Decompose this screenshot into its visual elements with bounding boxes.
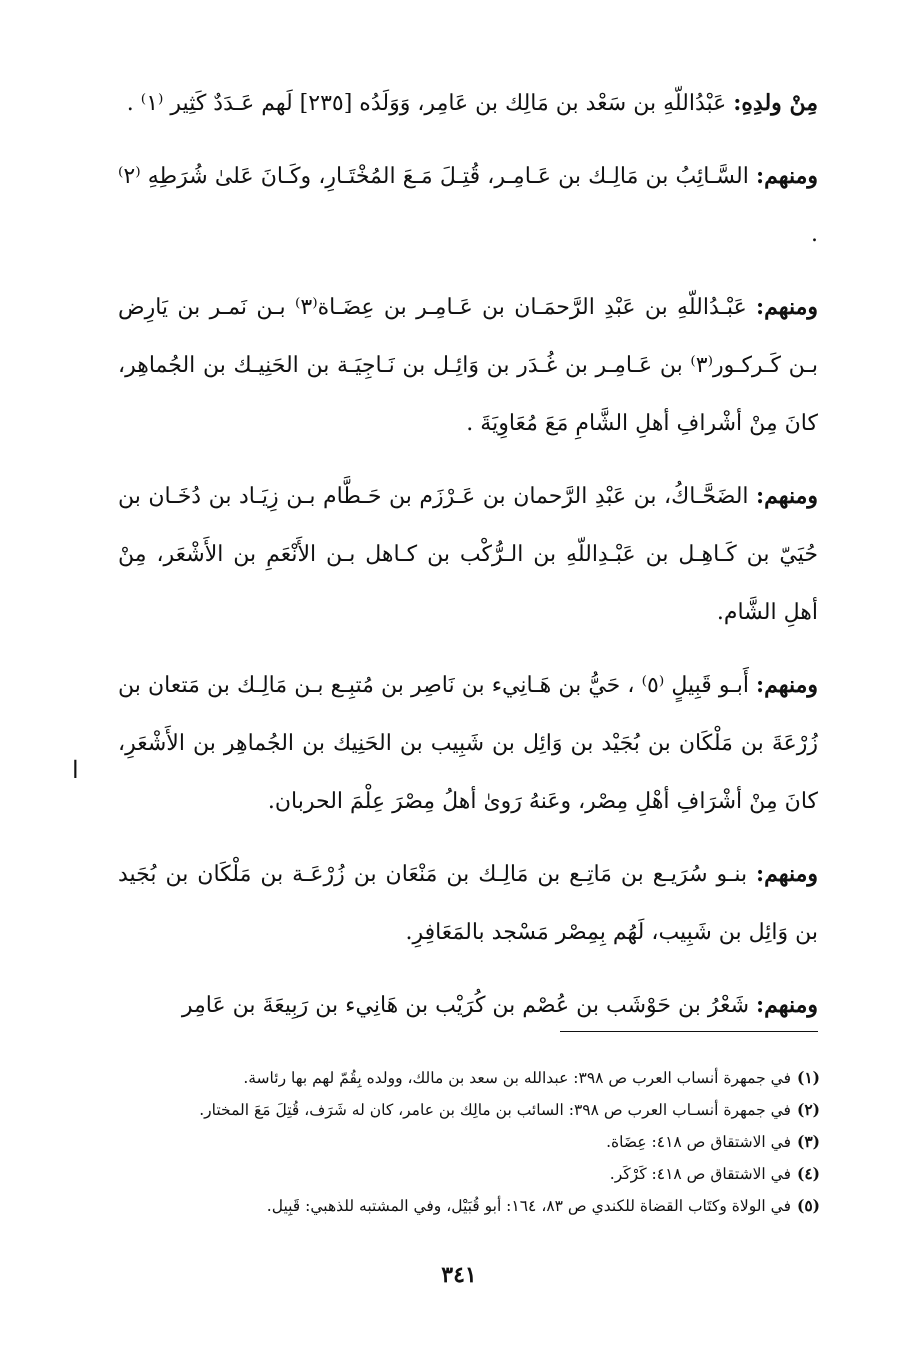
- paragraph-4: [118, 467, 818, 642]
- paragraph-2: [118, 147, 818, 264]
- footnote-text: في الاشتقاق ص ٤١٨: كَرْكَر.: [609, 1165, 791, 1183]
- footnote-number: (٤): [796, 1164, 820, 1183]
- main-text: [118, 74, 818, 1049]
- paragraph-7: [118, 976, 818, 1035]
- paragraph-text: عَبْدُاللّهِ بن سَعْد بن مَالِك بن عَامِر، وَوَلَدُه [٢٣٥] لَهم عَـدَدٌ كَثِير ⁽١⁾ .: [126, 91, 734, 116]
- footnotes: [110, 1062, 820, 1222]
- paragraph-lead: ومنهم:: [756, 992, 818, 1018]
- footnote-1: [110, 1062, 820, 1094]
- footnote-text: في جمهرة أنساب العرب ص ٣٩٨: عبدالله بن سعد بن مالك، وولده بِقُمّ لهم بها رئاسة.: [243, 1069, 791, 1087]
- footnote-4: [110, 1158, 820, 1190]
- paragraph-text: شَعْرُ بن حَوْشَب بن عُصْم بن كُرَيْب بن هَانِيء بن رَبِيعَةَ بن عَامِر: [181, 993, 757, 1018]
- paragraph-lead: ومنهم:: [756, 483, 818, 509]
- paragraph-text: بنـو سُرَيـع بن مَاتِـع بن مَالِـك بن مَنْعَان بن زُرْعَـة بن مَلْكَان بن بُجَيد بن وَائِل بن شَبِيب، لَهُم بِمِصْر مَسْجد بالمَعَافِرِ.: [118, 862, 818, 945]
- paragraph-5: [118, 656, 818, 831]
- margin-mark: ا: [72, 756, 79, 784]
- paragraph-lead: ومنهم:: [756, 163, 818, 189]
- footnote-5: [110, 1190, 820, 1222]
- footnote-text: في جمهرة أنسـاب العرب ص ٣٩٨: السائب بن مالِك بن عامر، كان له شَرَف، قُتِلَ مَعَ المختار.: [199, 1101, 791, 1119]
- paragraph-lead: ومنهم:: [756, 861, 818, 887]
- footnote-text: في الاشتقاق ص ٤١٨: عِضَاة.: [606, 1133, 791, 1151]
- paragraph-text: أَبـو قَبِيلٍ ⁽٥⁾ ، حَيُّ بن هَـانِيء بن نَاصِر بن مُتبِـع بـن مَالِـك بن مَتعان بن زُرْعَةَ بن مَلْكَان بن بُجَيْد بن وَائِل بن شَبِيب بن الحَنِيك بن الجُماهِر بن الأَشْعَرِ، كانَ مِنْ أشْرَافِ أهْلِ مِصْر، وعَنهُ رَوىٰ أهلُ مِصْرَ عِلْمَ الحربان.: [118, 673, 818, 814]
- footnote-3: [110, 1126, 820, 1158]
- footnote-2: [110, 1094, 820, 1126]
- paragraph-lead: مِنْ ولدِهِ:: [733, 90, 818, 116]
- paragraph-text: السَّـائِبُ بن مَالِـك بن عَـامِـر، قُتِـلَ مَـعَ المُخْتَـارِ، وكَـانَ عَلىٰ شُرَطِهِ ⁽٢⁾ .: [118, 164, 818, 247]
- footnote-number: (٥): [796, 1196, 820, 1215]
- paragraph-text: الضَحَّـاكُ، بن عَبْدِ الرَّحمان بن عَـرْزَم بن حَـطَّام بـن زِيَـاد بن دُخَـان بن حُيَيّ بن كَـاهِـل بن عَبْـدِاللّهِ بن الـرُّكْب بن كـاهل بـن الأَنْعَمِ بن الأَشْعَر، مِنْ أهلِ الشَّام.: [118, 484, 818, 625]
- paragraph-lead: ومنهم:: [756, 672, 818, 698]
- footnote-number: (٢): [796, 1100, 820, 1119]
- paragraph-6: [118, 845, 818, 962]
- paragraph-lead: ومنهم:: [756, 294, 818, 320]
- footnote-separator: [560, 1031, 818, 1032]
- paragraph-3: [118, 278, 818, 453]
- footnote-number: (١): [796, 1068, 820, 1087]
- footnote-text: في الولاة وكتَاب القضاة للكندي ص ٨٣، ١٦٤: أبو قُبَيْل، وفي المشتبه للذهبي: قَبِيل.: [266, 1197, 791, 1215]
- paragraph-1: [118, 74, 818, 133]
- paragraph-text: عَبْـدُاللّهِ بن عَبْدِ الرَّحمَـان بن عَـامِـر بن عِضَـاة⁽٣⁾ بـن نَمـر بن يَارِض بـن كَـركـور⁽٣⁾ بن عَـامِـر بن غُـدَر بن وَائِـل بن نَـاجِيَـة بن الحَنِيـك بن الجُماهِر، كانَ مِنْ أشْرافِ أهلِ الشَّامِ مَعَ مُعَاوِيَةَ .: [118, 295, 818, 436]
- page-number: ٣٤١: [441, 1262, 477, 1288]
- footnote-number: (٣): [796, 1132, 820, 1151]
